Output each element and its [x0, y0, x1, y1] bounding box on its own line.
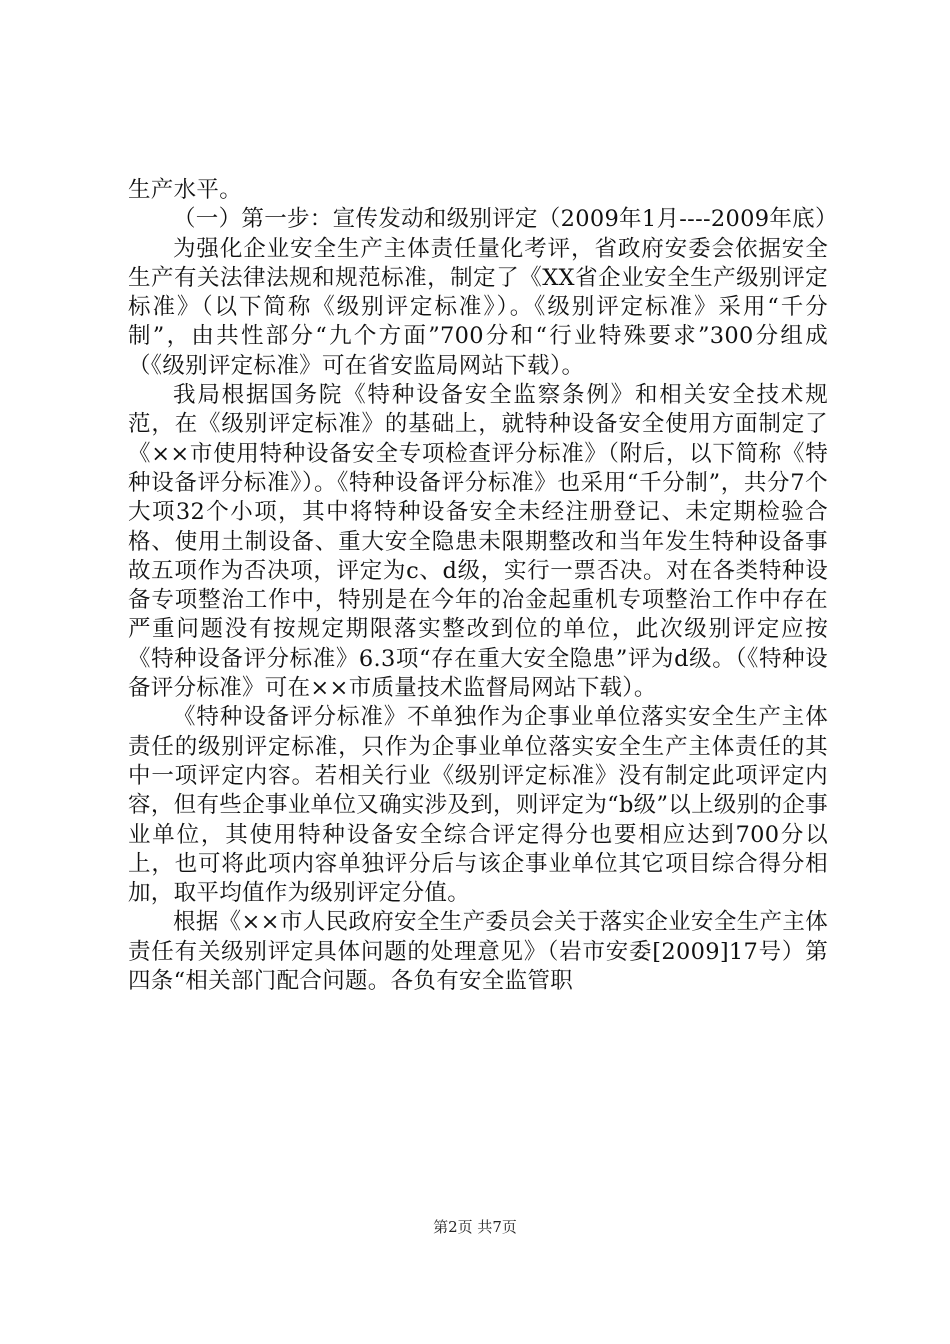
section-heading: （一）第一步：宣传发动和级别评定（2009年1月----2009年底） — [173, 206, 838, 233]
paragraph-continuation: 生产水平。 — [128, 177, 243, 203]
paragraph: 我局根据国务院《特种设备安全监察条例》和相关安全技术规范，在《级别评定标准》的基础上，就特种设备安全使用方面制定了《××市使用特种设备安全专项检查评分标准》（附后，以下简称《特种设备评分标准》）。《特种设备评分标准》也采用“千分制”，共分7个大项32个小项，其中将特种设备安全未经注册登记、未定期检验合格、使用土制设备、重大安全隐患未限期整改和当年发生特种设备事故五项作为否决项，评定为c、d级，实行一票否决。对在各类特种设备专项整治工作中，特别是在今年的冶金起重机专项整治工作中存在严重问题没有按规定期限落实整改到位的单位，此次级别评定应按《特种设备评分标准》6.3项“存在重大安全隐患”评为d级。（《特种设备评分标准》可在××市质量技术监督局网站下载）。 — [128, 382, 828, 702]
paragraph: 根据《××市人民政府安全生产委员会关于落实企业安全生产主体责任有关级别评定具体问题的处理意见》（岩市安委[2009]17号）第四条“相关部门配合问题。各负有安全监管职 — [128, 909, 828, 995]
page-number-footer: 第2页 共7页 — [433, 1218, 517, 1236]
document-body — [128, 176, 838, 996]
paragraph: 《特种设备评分标准》不单独作为企事业单位落实安全生产主体责任的级别评定标准，只作为企事业单位落实安全生产主体责任的其中一项评定内容。若相关行业《级别评定标准》没有制定此项评定内容，但有些企事业单位又确实涉及到，则评定为“b级”以上级别的企事业单位，其使用特种设备安全综合评定得分也要相应达到700分以上，也可将此项内容单独评分后与该企事业单位其它项目综合得分相加，取平均值作为级别评定分值。 — [128, 704, 828, 907]
paragraph: 为强化企业安全生产主体责任量化考评，省政府安委会依据安全生产有关法律法规和规范标准，制定了《XX省企业安全生产级别评定标准》（以下简称《级别评定标准》）。《级别评定标准》采用“千分制”，由共性部分“九个方面”700分和“行业特殊要求”300分组成（《级别评定标准》可在省安监局网站下载）。 — [128, 235, 828, 379]
